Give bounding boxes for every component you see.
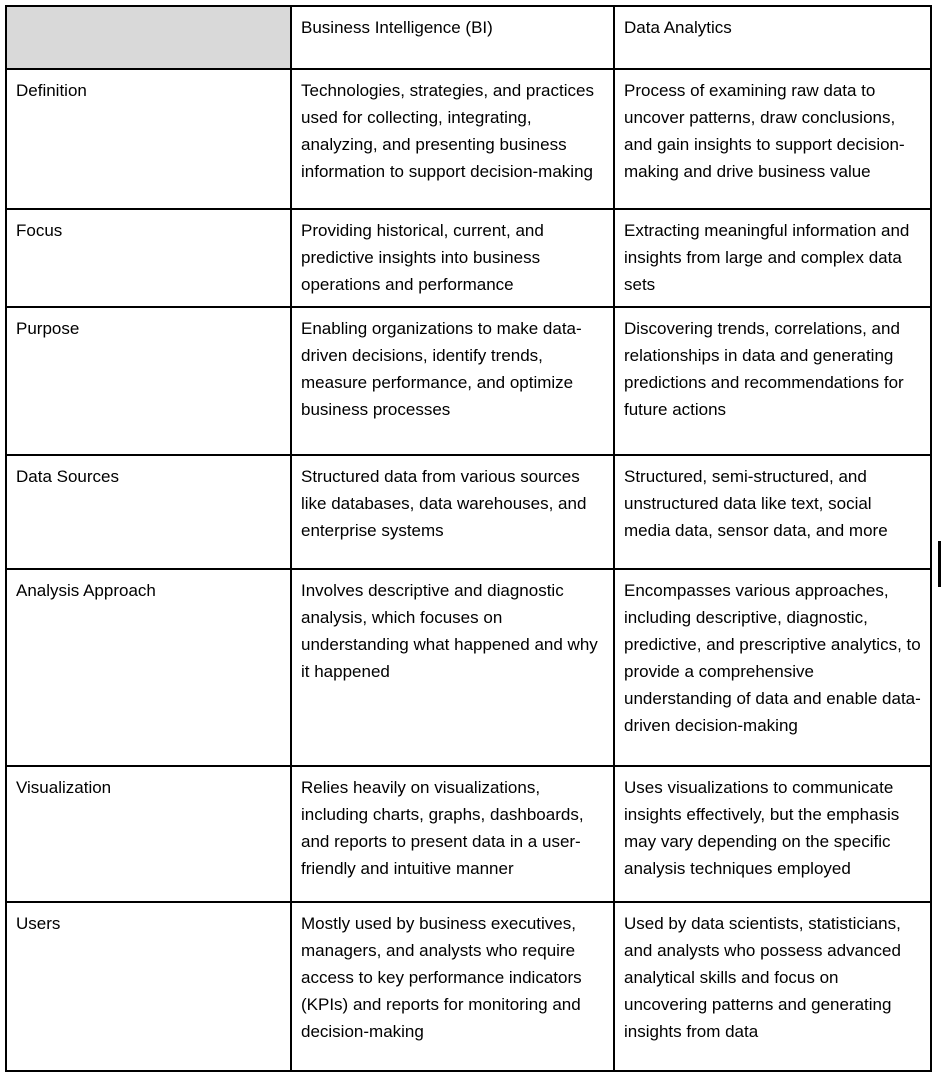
table-row [6,455,931,569]
cell-definition-bi: Technologies, strategies, and practices used for collecting, integrating, analyzing, and presenting business information to support decision-making [291,69,614,209]
cell-purpose-bi: Enabling organizations to make data-driven decisions, identify trends, measure performance, and optimize business processes [291,307,614,455]
table-row [6,69,931,209]
row-label-visualization: Visualization [6,766,291,902]
table-row [6,307,931,455]
table-row [6,569,931,766]
row-label-purpose: Purpose [6,307,291,455]
table-row [6,766,931,902]
comparison-table [5,5,932,1072]
cell-users-data-analytics: Used by data scientists, statisticians, and analysts who possess advanced analytical skills and focus on uncovering patterns and generating insights from data [614,902,931,1071]
cell-analysis-approach-bi: Involves descriptive and diagnostic analysis, which focuses on understanding what happened and why it happened [291,569,614,766]
cell-visualization-bi: Relies heavily on visualizations, including charts, graphs, dashboards, and reports to present data in a user-friendly and intuitive manner [291,766,614,902]
row-label-definition: Definition [6,69,291,209]
table-row [6,902,931,1071]
header-cell-business-intelligence: Business Intelligence (BI) [291,6,614,69]
table-header-row [6,6,931,69]
row-label-users: Users [6,902,291,1071]
cell-users-bi: Mostly used by business executives, managers, and analysts who require access to key performance indicators (KPIs) and reports for monitoring and decision-making [291,902,614,1071]
row-label-analysis-approach: Analysis Approach [6,569,291,766]
row-label-focus: Focus [6,209,291,307]
cell-data-sources-data-analytics: Structured, semi-structured, and unstructured data like text, social media data, sensor data, and more [614,455,931,569]
cell-visualization-data-analytics: Uses visualizations to communicate insights effectively, but the emphasis may vary depending on the specific analysis techniques employed [614,766,931,902]
header-cell-blank [6,6,291,69]
table-row [6,209,931,307]
cell-focus-data-analytics: Extracting meaningful information and insights from large and complex data sets [614,209,931,307]
row-label-data-sources: Data Sources [6,455,291,569]
cell-purpose-data-analytics: Discovering trends, correlations, and relationships in data and generating predictions and recommendations for future actions [614,307,931,455]
cell-analysis-approach-data-analytics: Encompasses various approaches, including descriptive, diagnostic, predictive, and prescriptive analytics, to provide a comprehensive understanding of data and enable data-driven decision-making [614,569,931,766]
cell-definition-data-analytics: Process of examining raw data to uncover patterns, draw conclusions, and gain insights to support decision-making and drive business value [614,69,931,209]
cell-data-sources-bi: Structured data from various sources like databases, data warehouses, and enterprise systems [291,455,614,569]
header-cell-data-analytics: Data Analytics [614,6,931,69]
cell-focus-bi: Providing historical, current, and predictive insights into business operations and performance [291,209,614,307]
